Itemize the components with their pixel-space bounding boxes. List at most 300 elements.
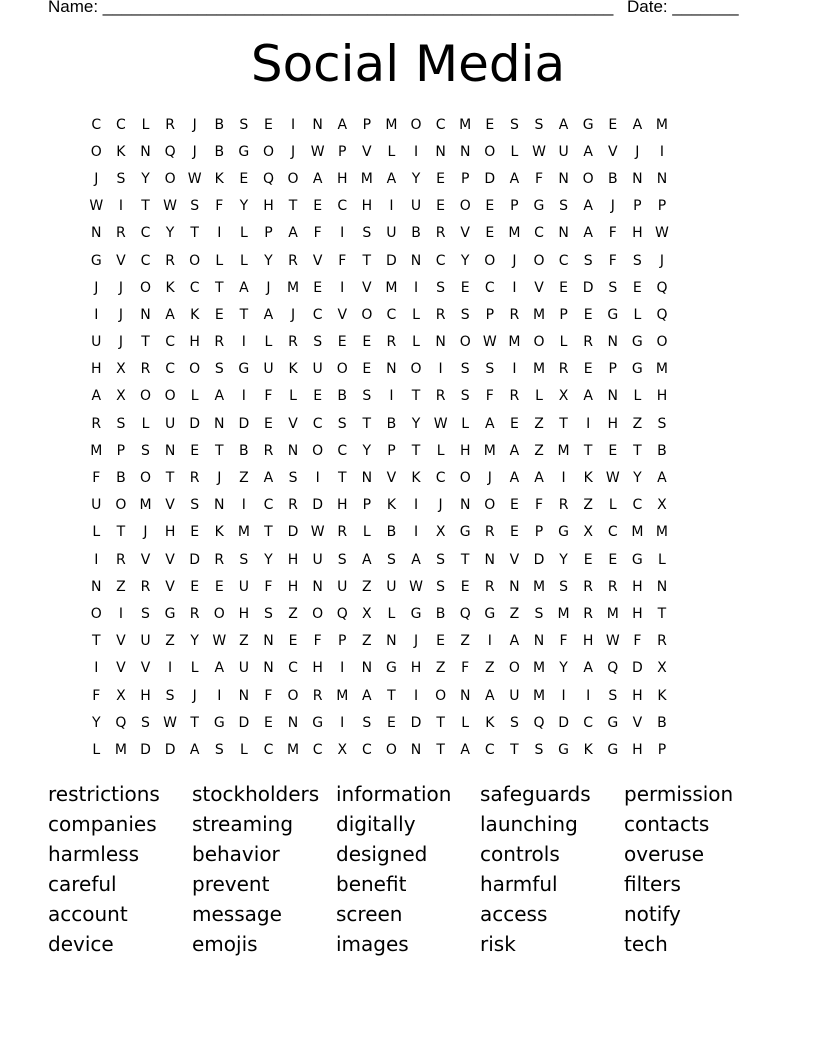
grid-letter: L bbox=[559, 334, 568, 351]
grid-row bbox=[84, 247, 674, 274]
grid-letter: W bbox=[163, 714, 177, 731]
grid-letter: E bbox=[509, 497, 519, 514]
grid-letter: B bbox=[337, 388, 348, 405]
grid-letter: J bbox=[94, 170, 99, 187]
grid-letter: O bbox=[90, 143, 102, 160]
grid-letter: R bbox=[558, 497, 569, 514]
grid-letter: Q bbox=[115, 714, 127, 731]
grid-letter: H bbox=[91, 361, 102, 378]
grid-letter: N bbox=[164, 442, 176, 459]
grid-letter: U bbox=[386, 225, 397, 242]
grid-letter: M bbox=[385, 279, 398, 296]
grid-row bbox=[84, 274, 674, 301]
grid-letter: K bbox=[214, 170, 224, 187]
grid-letter: J bbox=[512, 252, 517, 269]
grid-letter: D bbox=[582, 279, 594, 296]
grid-letter: T bbox=[337, 470, 347, 487]
grid-letter: N bbox=[558, 170, 569, 187]
grid-letter: O bbox=[533, 334, 545, 351]
grid-letter: I bbox=[487, 633, 492, 650]
grid-letter: U bbox=[91, 497, 102, 514]
grid-letter: U bbox=[312, 361, 323, 378]
grid-letter: S bbox=[141, 605, 150, 622]
grid-letter: P bbox=[362, 116, 372, 133]
grid-letter: D bbox=[238, 415, 250, 432]
grid-letter: S bbox=[460, 388, 470, 405]
grid-letter: G bbox=[459, 524, 471, 541]
grid-letter: S bbox=[534, 605, 544, 622]
grid-letter: N bbox=[459, 143, 471, 160]
word-bank-item: account bbox=[48, 902, 128, 926]
grid-letter: O bbox=[189, 252, 201, 269]
grid-letter: L bbox=[608, 497, 617, 514]
grid-letter: Z bbox=[435, 660, 446, 677]
grid-letter: A bbox=[509, 633, 520, 650]
grid-letter: H bbox=[336, 170, 348, 187]
grid-letter: N bbox=[410, 741, 422, 758]
grid-letter: N bbox=[459, 687, 471, 704]
grid-letter: K bbox=[288, 361, 298, 378]
grid-letter: C bbox=[583, 714, 594, 731]
grid-letter: U bbox=[140, 633, 151, 650]
grid-letter: J bbox=[217, 470, 222, 487]
grid-letter: S bbox=[559, 578, 569, 595]
grid-letter: L bbox=[239, 741, 248, 758]
grid-letter: B bbox=[116, 470, 126, 487]
grid-letter: R bbox=[435, 225, 446, 242]
grid-letter: F bbox=[633, 633, 642, 650]
grid-letter: T bbox=[387, 687, 396, 704]
grid-letter: L bbox=[289, 388, 297, 405]
grid-letter: P bbox=[657, 741, 667, 758]
grid-letter: C bbox=[435, 116, 446, 133]
grid-row bbox=[84, 736, 674, 763]
grid-letter: U bbox=[386, 578, 397, 595]
grid-letter: S bbox=[436, 551, 446, 568]
grid-row bbox=[84, 220, 674, 247]
grid-letter: P bbox=[608, 361, 617, 378]
grid-row bbox=[84, 628, 674, 655]
grid-letter: H bbox=[263, 198, 274, 215]
grid-row bbox=[84, 301, 674, 328]
grid-letter: A bbox=[263, 306, 274, 323]
grid-letter: B bbox=[657, 442, 667, 459]
grid-letter: Z bbox=[116, 578, 126, 595]
grid-letter: D bbox=[533, 551, 545, 568]
grid-row bbox=[84, 437, 674, 464]
grid-letter: M bbox=[532, 361, 546, 378]
word-bank-item: harmless bbox=[48, 842, 139, 866]
name-field-label: Name: ______________________________________________________ bbox=[48, 0, 614, 16]
grid-letter: I bbox=[586, 687, 591, 704]
grid-letter: H bbox=[287, 578, 299, 595]
grid-letter: R bbox=[509, 388, 520, 405]
grid-letter: M bbox=[655, 116, 668, 133]
grid-letter: S bbox=[485, 361, 495, 378]
grid-letter: R bbox=[484, 578, 495, 595]
grid-letter: R bbox=[140, 361, 151, 378]
grid-letter: Y bbox=[190, 633, 199, 650]
grid-letter: J bbox=[635, 143, 640, 160]
grid-letter: R bbox=[386, 334, 397, 351]
word-bank-item: information bbox=[336, 782, 452, 806]
grid-letter: Y bbox=[239, 198, 249, 215]
grid-letter: W bbox=[89, 198, 104, 215]
grid-letter: U bbox=[337, 578, 348, 595]
word-bank-item: digitally bbox=[336, 812, 416, 836]
grid-letter: L bbox=[239, 252, 248, 269]
grid-letter: I bbox=[340, 279, 345, 296]
grid-letter: D bbox=[189, 551, 201, 568]
grid-letter: G bbox=[238, 143, 250, 160]
grid-letter: L bbox=[412, 306, 420, 323]
word-bank-item: images bbox=[336, 932, 409, 956]
grid-letter: J bbox=[290, 143, 296, 160]
grid-letter: V bbox=[362, 143, 372, 160]
grid-letter: H bbox=[164, 524, 176, 541]
grid-letter: P bbox=[633, 198, 642, 215]
grid-letter: D bbox=[410, 714, 422, 731]
grid-letter: T bbox=[411, 388, 421, 405]
grid-letter: C bbox=[386, 306, 397, 323]
grid-letter: T bbox=[190, 225, 199, 242]
grid-letter: E bbox=[239, 170, 249, 187]
grid-row bbox=[84, 655, 674, 682]
grid-row bbox=[84, 573, 674, 600]
grid-letter: C bbox=[116, 116, 126, 133]
grid-letter: W bbox=[409, 578, 423, 595]
grid-letter: R bbox=[189, 605, 200, 622]
grid-letter: E bbox=[509, 524, 519, 541]
grid-letter: N bbox=[656, 170, 668, 187]
grid-letter: A bbox=[214, 388, 225, 405]
grid-row bbox=[84, 193, 674, 220]
grid-letter: F bbox=[534, 170, 544, 187]
grid-letter: Z bbox=[632, 415, 643, 432]
grid-letter: A bbox=[165, 306, 175, 323]
grid-letter: O bbox=[361, 306, 373, 323]
grid-letter: I bbox=[241, 334, 246, 351]
grid-letter: T bbox=[411, 442, 421, 459]
grid-letter: A bbox=[263, 470, 274, 487]
grid-letter: H bbox=[238, 605, 250, 622]
grid-letter: J bbox=[192, 687, 197, 704]
grid-letter: W bbox=[605, 470, 620, 487]
grid-letter: M bbox=[655, 524, 668, 541]
grid-letter: C bbox=[484, 741, 495, 758]
grid-letter: C bbox=[435, 470, 446, 487]
grid-letter: K bbox=[411, 470, 421, 487]
word-bank-item: notify bbox=[624, 902, 681, 926]
grid-letter: D bbox=[558, 714, 569, 731]
grid-letter: V bbox=[312, 252, 323, 269]
grid-letter: W bbox=[212, 633, 227, 650]
grid-letter: S bbox=[534, 116, 544, 133]
grid-letter: A bbox=[312, 170, 323, 187]
word-bank-item: safeguards bbox=[480, 782, 591, 806]
grid-letter: I bbox=[340, 225, 345, 242]
grid-letter: U bbox=[238, 578, 249, 595]
grid-letter: C bbox=[337, 442, 348, 459]
grid-letter: N bbox=[214, 497, 225, 514]
grid-letter: T bbox=[436, 741, 445, 758]
grid-letter: C bbox=[189, 279, 200, 296]
grid-letter: C bbox=[91, 116, 102, 133]
grid-letter: M bbox=[385, 116, 398, 133]
grid-letter: Y bbox=[141, 170, 150, 187]
grid-letter: R bbox=[435, 306, 446, 323]
grid-letter: N bbox=[140, 143, 151, 160]
grid-row bbox=[84, 356, 674, 383]
grid-letter: R bbox=[337, 524, 348, 541]
grid-letter: M bbox=[532, 660, 546, 677]
grid-letter: A bbox=[509, 170, 520, 187]
grid-letter: A bbox=[583, 388, 593, 405]
grid-letter: R bbox=[214, 334, 225, 351]
grid-letter: O bbox=[459, 198, 471, 215]
grid-letter: P bbox=[362, 497, 372, 514]
grid-letter: G bbox=[164, 605, 176, 622]
grid-letter: S bbox=[337, 551, 347, 568]
grid-letter: I bbox=[94, 551, 99, 568]
grid-letter: S bbox=[313, 334, 323, 351]
grid-letter: I bbox=[413, 143, 419, 160]
grid-letter: O bbox=[312, 442, 324, 459]
grid-letter: B bbox=[435, 605, 446, 622]
grid-letter: Q bbox=[262, 170, 274, 187]
grid-letter: H bbox=[632, 687, 643, 704]
grid-letter: S bbox=[608, 279, 618, 296]
grid-letter: L bbox=[190, 388, 199, 405]
grid-letter: A bbox=[485, 687, 495, 704]
grid-letter: J bbox=[118, 279, 123, 296]
grid-letter: R bbox=[288, 334, 298, 351]
grid-letter: Z bbox=[239, 633, 249, 650]
grid-letter: N bbox=[435, 334, 446, 351]
grid-letter: N bbox=[435, 143, 446, 160]
grid-letter: N bbox=[140, 306, 151, 323]
grid-letter: M bbox=[287, 741, 300, 758]
grid-letter: I bbox=[561, 470, 566, 487]
grid-letter: X bbox=[116, 361, 126, 378]
grid-letter: E bbox=[337, 334, 347, 351]
grid-letter: M bbox=[508, 225, 521, 242]
grid-letter: M bbox=[557, 442, 570, 459]
grid-letter: S bbox=[608, 687, 618, 704]
grid-letter: R bbox=[165, 252, 175, 269]
grid-letter: G bbox=[213, 714, 225, 731]
grid-letter: I bbox=[659, 143, 665, 160]
grid-letter: Z bbox=[485, 660, 495, 677]
grid-letter: I bbox=[389, 198, 394, 215]
grid-letter: N bbox=[287, 714, 299, 731]
grid-letter: M bbox=[483, 442, 496, 459]
word-bank-item: prevent bbox=[192, 872, 270, 896]
grid-letter: O bbox=[336, 361, 348, 378]
grid-letter: J bbox=[192, 116, 197, 133]
grid-letter: S bbox=[362, 388, 372, 405]
grid-letter: D bbox=[484, 170, 496, 187]
grid-letter: O bbox=[164, 170, 176, 187]
grid-letter: S bbox=[534, 741, 544, 758]
grid-letter: B bbox=[214, 116, 225, 133]
grid-letter: S bbox=[190, 198, 200, 215]
grid-letter: O bbox=[90, 605, 102, 622]
grid-letter: G bbox=[484, 605, 496, 622]
grid-letter: O bbox=[139, 279, 151, 296]
grid-letter: H bbox=[459, 442, 471, 459]
grid-letter: A bbox=[189, 741, 200, 758]
word-bank-item: risk bbox=[480, 932, 516, 956]
grid-letter: I bbox=[94, 660, 99, 677]
grid-letter: A bbox=[657, 470, 667, 487]
grid-letter: E bbox=[509, 415, 519, 432]
grid-letter: S bbox=[116, 415, 126, 432]
grid-letter: E bbox=[583, 551, 593, 568]
grid-letter: M bbox=[287, 279, 300, 296]
grid-letter: E bbox=[362, 334, 372, 351]
grid-letter: Y bbox=[411, 415, 421, 432]
grid-letter: R bbox=[140, 578, 151, 595]
grid-row bbox=[84, 111, 674, 138]
grid-letter: F bbox=[313, 633, 322, 650]
grid-letter: F bbox=[485, 388, 494, 405]
grid-letter: X bbox=[337, 741, 348, 758]
word-bank-item: emojis bbox=[192, 932, 258, 956]
grid-letter: X bbox=[657, 497, 667, 514]
grid-letter: U bbox=[238, 660, 249, 677]
grid-letter: C bbox=[288, 660, 298, 677]
grid-letter: Y bbox=[559, 660, 568, 677]
grid-letter: C bbox=[435, 252, 446, 269]
grid-letter: T bbox=[362, 415, 372, 432]
grid-letter: S bbox=[214, 361, 224, 378]
grid-letter: O bbox=[139, 470, 151, 487]
grid-letter: L bbox=[461, 714, 470, 731]
grid-letter: S bbox=[362, 714, 372, 731]
grid-letter: L bbox=[141, 116, 150, 133]
grid-letter: L bbox=[436, 442, 445, 459]
grid-letter: R bbox=[312, 687, 323, 704]
grid-letter: T bbox=[214, 279, 224, 296]
grid-letter: R bbox=[116, 551, 126, 568]
grid-letter: Z bbox=[460, 633, 470, 650]
grid-row bbox=[84, 383, 674, 410]
grid-letter: M bbox=[508, 334, 521, 351]
grid-letter: J bbox=[118, 306, 123, 323]
grid-letter: Y bbox=[411, 170, 421, 187]
grid-letter: A bbox=[485, 415, 495, 432]
grid-letter: C bbox=[140, 225, 151, 242]
grid-letter: N bbox=[607, 334, 618, 351]
grid-letter: E bbox=[313, 388, 323, 405]
grid-letter: C bbox=[607, 524, 618, 541]
grid-letter: F bbox=[338, 252, 347, 269]
word-bank-item: controls bbox=[480, 842, 560, 866]
grid-letter: A bbox=[460, 741, 470, 758]
grid-row bbox=[84, 709, 674, 736]
grid-letter: G bbox=[385, 660, 397, 677]
grid-letter: J bbox=[659, 252, 665, 269]
word-bank-item: streaming bbox=[192, 812, 294, 836]
word-bank-item: overuse bbox=[624, 842, 704, 866]
grid-letter: I bbox=[94, 306, 99, 323]
grid-letter: E bbox=[190, 578, 200, 595]
grid-letter: C bbox=[263, 741, 274, 758]
grid-letter: R bbox=[583, 578, 594, 595]
word-bank-item: filters bbox=[624, 872, 681, 896]
grid-letter: K bbox=[190, 306, 200, 323]
grid-letter: D bbox=[238, 714, 250, 731]
grid-letter: L bbox=[92, 524, 101, 541]
grid-letter: H bbox=[632, 605, 643, 622]
grid-letter: A bbox=[509, 442, 520, 459]
grid-letter: C bbox=[263, 497, 274, 514]
grid-letter: I bbox=[413, 497, 419, 514]
grid-letter: O bbox=[484, 497, 496, 514]
grid-letter: U bbox=[263, 361, 274, 378]
grid-letter: B bbox=[607, 170, 618, 187]
grid-letter: F bbox=[559, 633, 568, 650]
grid-letter: J bbox=[266, 279, 271, 296]
grid-letter: Y bbox=[633, 470, 642, 487]
grid-letter: N bbox=[214, 415, 225, 432]
grid-letter: T bbox=[436, 714, 445, 731]
grid-letter: C bbox=[337, 198, 348, 215]
grid-letter: G bbox=[312, 714, 324, 731]
grid-letter: L bbox=[387, 143, 396, 160]
grid-letter: H bbox=[632, 578, 643, 595]
grid-letter: O bbox=[262, 143, 274, 160]
letter-grid bbox=[84, 111, 674, 764]
grid-letter: J bbox=[610, 198, 615, 215]
grid-letter: A bbox=[583, 143, 593, 160]
grid-letter: B bbox=[411, 225, 421, 242]
grid-letter: G bbox=[558, 741, 569, 758]
grid-letter: W bbox=[532, 143, 546, 160]
grid-letter: I bbox=[512, 361, 517, 378]
grid-letter: P bbox=[460, 170, 470, 187]
word-bank-item: benefit bbox=[336, 872, 407, 896]
grid-letter: E bbox=[583, 361, 593, 378]
grid-letter: P bbox=[116, 442, 126, 459]
grid-letter: O bbox=[508, 660, 520, 677]
grid-letter: A bbox=[558, 116, 569, 133]
grid-letter: I bbox=[315, 470, 320, 487]
grid-letter: S bbox=[288, 470, 298, 487]
grid-letter: V bbox=[165, 578, 175, 595]
grid-letter: P bbox=[338, 143, 347, 160]
grid-letter: L bbox=[412, 334, 420, 351]
grid-row bbox=[84, 519, 674, 546]
grid-letter: S bbox=[436, 578, 446, 595]
grid-letter: E bbox=[436, 633, 446, 650]
word-bank-item: companies bbox=[48, 812, 157, 836]
grid-letter: V bbox=[165, 551, 175, 568]
grid-letter: L bbox=[633, 388, 642, 405]
grid-letter: F bbox=[92, 687, 101, 704]
grid-letter: T bbox=[288, 198, 298, 215]
grid-letter: D bbox=[312, 497, 324, 514]
grid-letter: C bbox=[484, 279, 495, 296]
grid-letter: A bbox=[288, 225, 298, 242]
grid-letter: V bbox=[140, 660, 151, 677]
grid-letter: L bbox=[510, 143, 519, 160]
grid-letter: J bbox=[413, 633, 419, 650]
grid-letter: R bbox=[91, 415, 102, 432]
grid-letter: Z bbox=[239, 470, 249, 487]
grid-letter: K bbox=[214, 524, 224, 541]
